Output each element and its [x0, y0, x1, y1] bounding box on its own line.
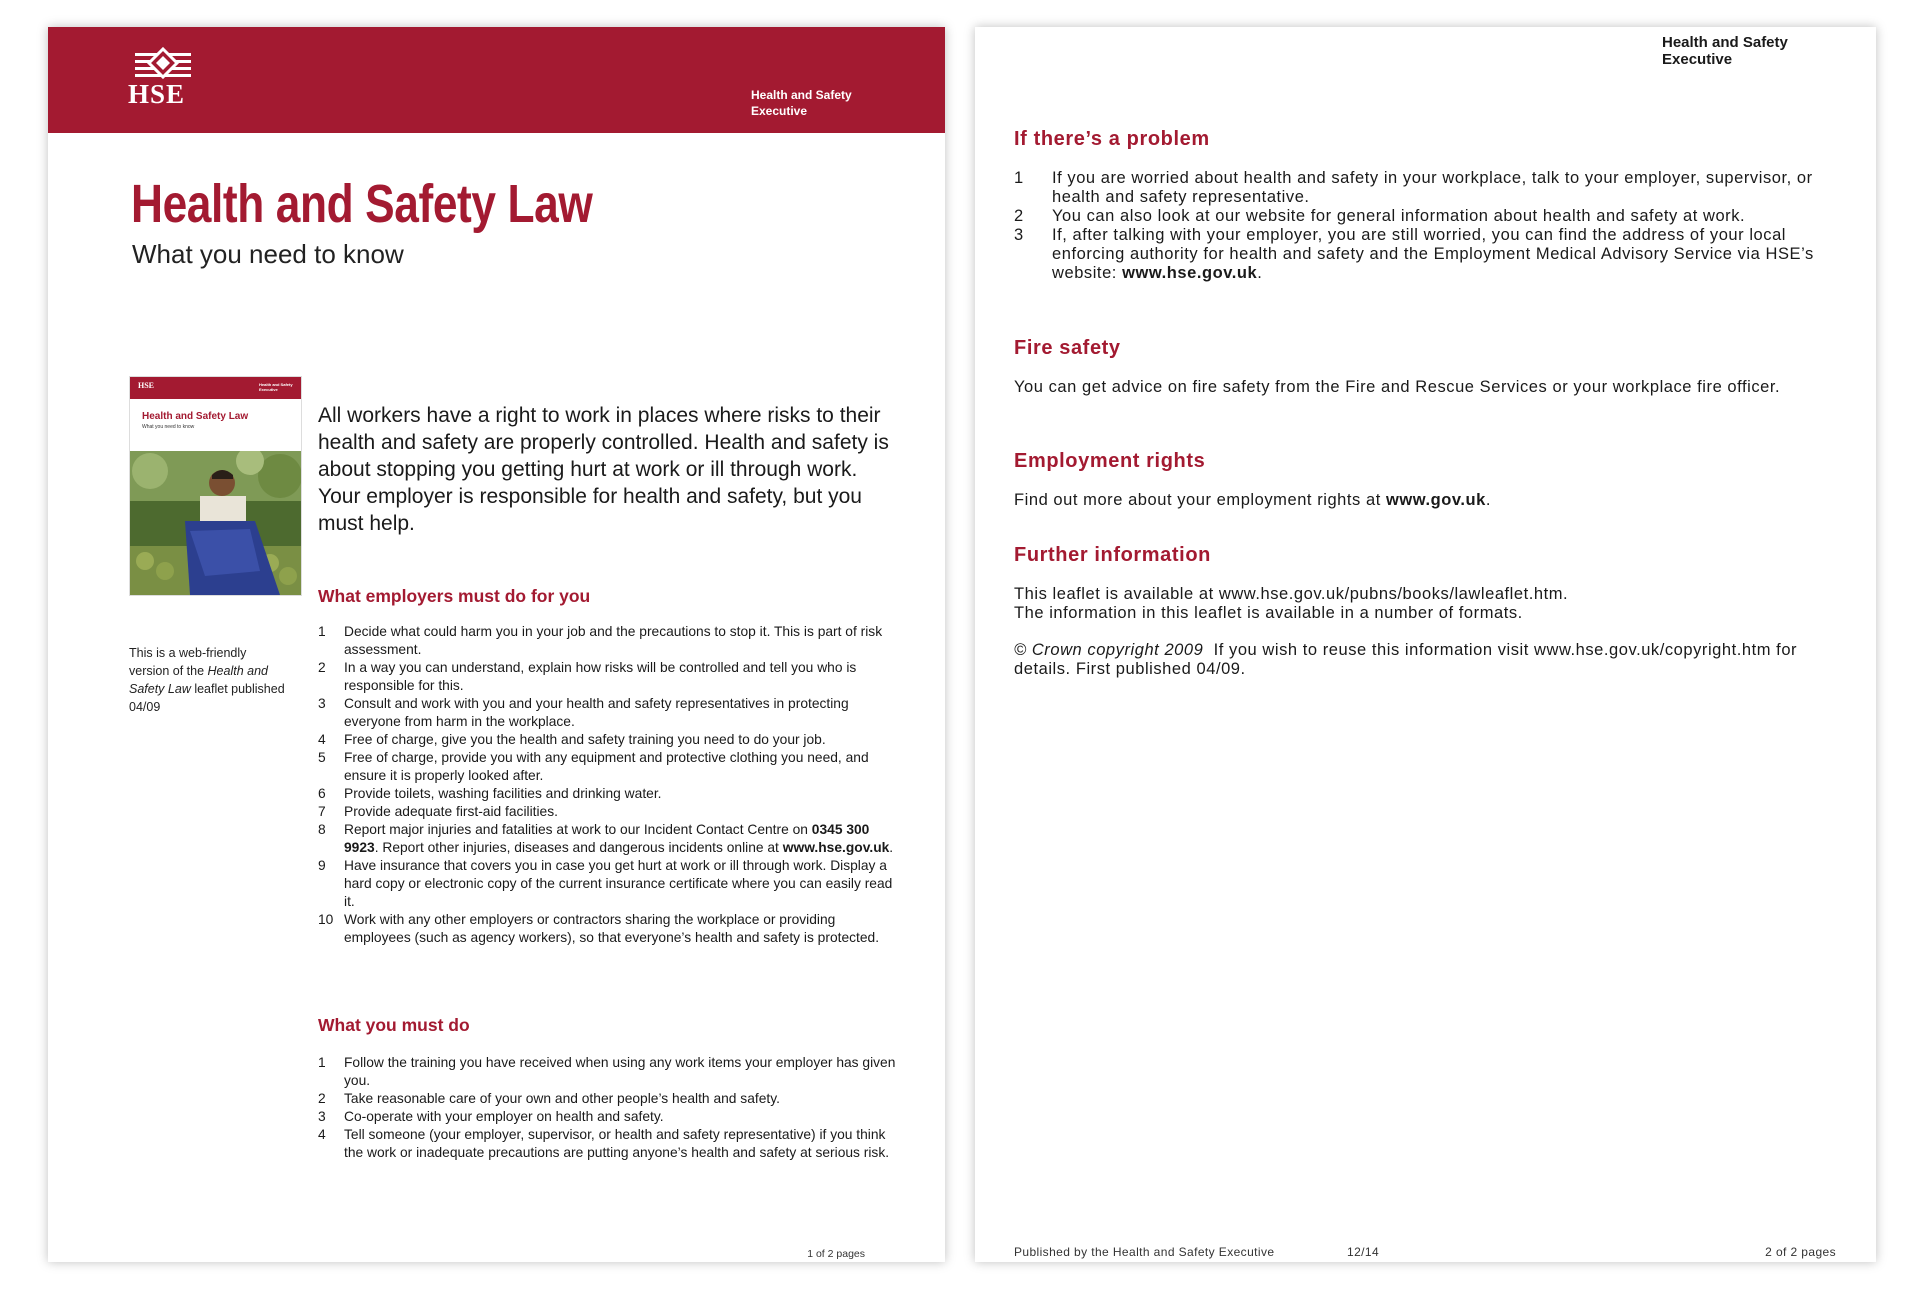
copyright-notice: © Crown copyright 2009 If you wish to reuse this information visit www.hse.gov.uk/copyright.htm for details. First published 04/09. [1014, 641, 1803, 678]
thumbnail-subtitle: What you need to know [142, 424, 195, 430]
leaflet-page-1 [48, 27, 945, 1262]
list-item: 2 In a way you can understand, explain how risks will be controlled and tell you who is responsible for this. [318, 660, 857, 693]
you-must-do-list [318, 1054, 898, 1162]
list-item: 3 Consult and work with you and your health and safety representatives in protecting everyone from harm in the workplace. [318, 696, 849, 729]
list-item: 1 If you are worried about health and safety in your workplace, talk to your employer, supervisor, or health and safety representative. [1014, 169, 1813, 206]
page-number: 1 of 2 pages [807, 1248, 865, 1260]
list-item: 8 Report major injuries and fatalities at work to our Incident Contact Centre on 0345 300 9923. Report other injuries, diseases and dangerous incidents online at www.hse.gov.uk. [318, 822, 894, 855]
logo-text: HSE [128, 79, 186, 109]
list-item: 9 Have insurance that covers you in case you get hurt at work or ill through work. Display a hard copy or electronic copy of the current insurance certificate where you can easily read it. [318, 858, 893, 909]
header-band [48, 27, 945, 133]
hse-website-link[interactable]: www.hse.gov.uk [1122, 264, 1258, 282]
organisation-name: Health and Safety Executive [1662, 34, 1788, 68]
list-item: 2 Take reasonable care of your own and other people’s health and safety. [318, 1091, 780, 1106]
further-information-heading: Further information [1014, 544, 1211, 566]
problem-heading: If there’s a problem [1014, 128, 1210, 150]
thumbnail-title: Health and Safety Law [142, 411, 249, 422]
problem-list [1014, 169, 1824, 283]
list-item: 1 Follow the training you have received when using any work items your employer has given you. [318, 1055, 896, 1088]
list-item: 7 Provide adequate first-aid facilities. [318, 804, 558, 819]
thumbnail-org: Health and Safety Executive [259, 382, 293, 392]
fire-safety-text: You can get advice on fire safety from the Fire and Rescue Services or your workplace fire officer. [1014, 378, 1781, 396]
leaflet-cover-thumbnail [129, 376, 302, 596]
publication-code: 12/14 [1347, 1245, 1380, 1259]
employment-rights-text: Find out more about your employment rights at www.gov.uk. [1014, 491, 1492, 509]
list-item: 3 Co-operate with your employer on health and safety. [318, 1109, 664, 1124]
list-item: 3 If, after talking with your employer, you are still worried, you can find the address of your local enforcing authority for health and safety and the Employment Medical Advisory Service via HSE’s website: www.hse.gov.uk. [1014, 226, 1814, 282]
list-item: 6 Provide toilets, washing facilities and drinking water. [318, 786, 662, 801]
page-title: Health and Safety Law [131, 174, 593, 234]
fire-safety-heading: Fire safety [1014, 337, 1121, 359]
list-item: 5 Free of charge, provide you with any equipment and protective clothing you need, and ensure it is properly looked after. [318, 750, 869, 783]
employers-list [318, 623, 898, 947]
gov-website-link[interactable]: www.gov.uk [1385, 491, 1486, 509]
page-subtitle: What you need to know [132, 239, 404, 269]
incident-phone-number: 0345 300 9923 [344, 822, 870, 855]
list-item: 4 Free of charge, give you the health and safety training you need to do your job. [318, 732, 826, 747]
publisher-footer: Published by the Health and Safety Executive [1014, 1245, 1275, 1259]
page-number: 2 of 2 pages [1765, 1245, 1836, 1259]
employers-heading: What employers must do for you [318, 586, 591, 606]
intro-paragraph: All workers have a right to work in places where risks to their health and safety are properly controlled. Health and safety is about stopping you getting hurt at work or ill through work. Your employer is responsible for health and safety, but you must help. [318, 404, 889, 535]
hse-website-link[interactable]: www.hse.gov.uk [782, 840, 890, 855]
list-item: 4 Tell someone (your employer, supervisor, or health and safety representative) if you think the work or inadequate precautions are putting anyone’s health and safety at serious risk. [318, 1127, 890, 1160]
list-item: 1 Decide what could harm you in your job and the precautions to stop it. This is part of risk assessment. [318, 624, 883, 657]
leaflet-page-2 [975, 27, 1876, 1262]
employment-rights-heading: Employment rights [1014, 450, 1206, 472]
you-must-do-heading: What you must do [318, 1015, 470, 1035]
organisation-name: Health and Safety Executive [751, 88, 852, 118]
list-item: 10 Work with any other employers or contractors sharing the workplace or providing employees (such as agency workers), so that everyone’s health and safety is protected. [318, 912, 880, 945]
hse-emblem-icon [130, 47, 196, 81]
worker-photo [130, 451, 301, 595]
hse-logo [128, 47, 198, 110]
thumbnail-logo: HSE [138, 381, 155, 390]
list-item: 2 You can also look at our website for general information about health and safety at work. [1014, 207, 1746, 225]
thumbnail-band [130, 377, 301, 399]
thumbnail-caption: This is a web-friendly version of the Health and Safety Law leaflet published 04/09 [129, 646, 285, 714]
further-information-text: This leaflet is available at www.hse.gov.uk/pubns/books/lawleaflet.htm. The information in this leaflet is available in a number of formats. [1014, 585, 1569, 622]
